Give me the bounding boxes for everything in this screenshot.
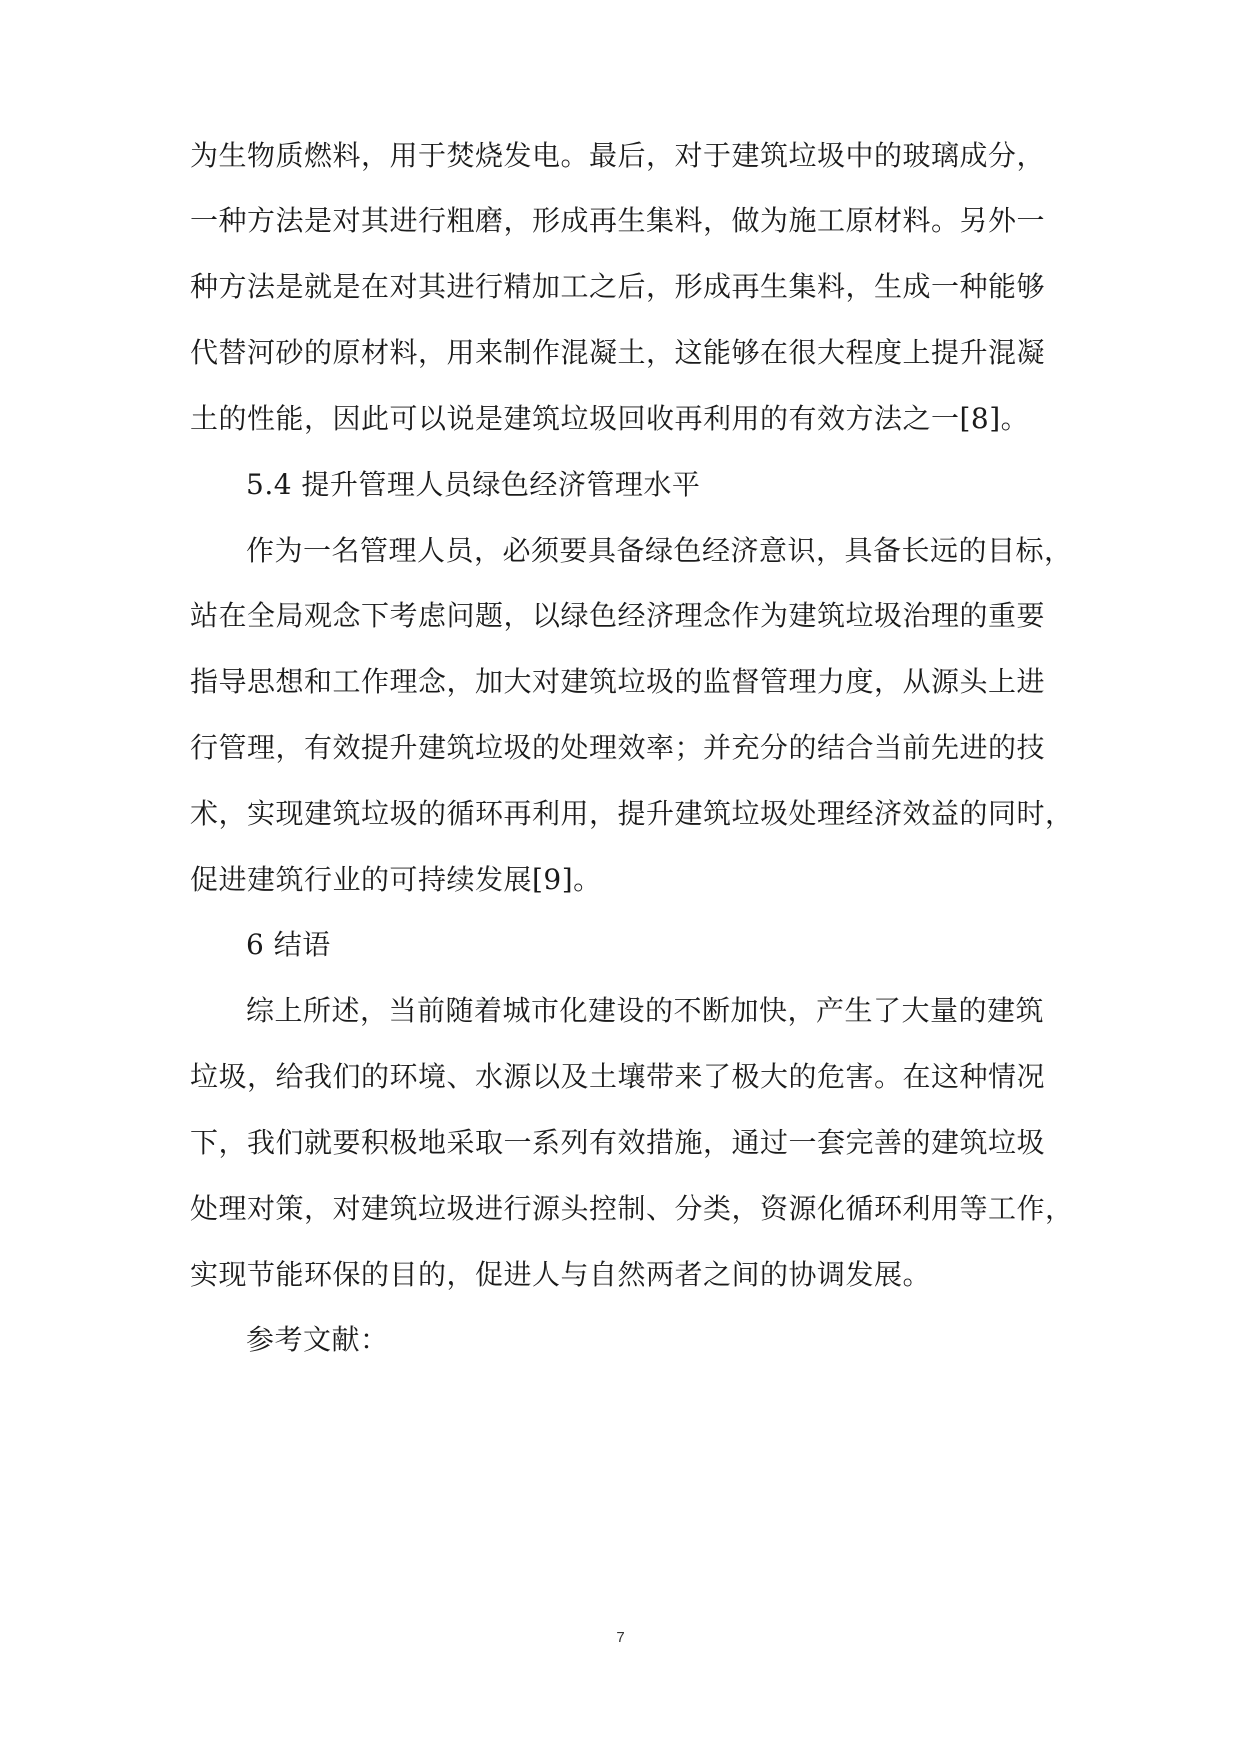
paragraph-line: 促进建筑行业的可持续发展[9]。 <box>190 863 602 896</box>
paragraph-line: 代替河砂的原材料，用来制作混凝土，这能够在很大程度上提升混凝 <box>190 336 1046 369</box>
paragraph-line: 实现节能环保的目的，促进人与自然两者之间的协调发展。 <box>190 1258 932 1291</box>
references-heading: 参考文献： <box>246 1323 389 1356</box>
page-number: 7 <box>616 1629 625 1646</box>
paragraph-line: 种方法是就是在对其进行精加工之后，形成再生集料，生成一种能够 <box>190 270 1046 303</box>
paragraph-line: 作为一名管理人员，必须要具备绿色经济意识，具备长远的目标， <box>246 534 1073 567</box>
paragraph-line: 垃圾，给我们的环境、水源以及土壤带来了极大的危害。在这种情况 <box>190 1060 1046 1093</box>
section-heading: 5.4 提升管理人员绿色经济管理水平 <box>246 468 701 501</box>
paragraph-line: 土的性能，因此可以说是建筑垃圾回收再利用的有效方法之一[8]。 <box>190 402 1030 435</box>
section-heading: 6 结语 <box>246 928 331 961</box>
paragraph-line: 一种方法是对其进行粗磨，形成再生集料，做为施工原材料。另外一 <box>190 204 1046 237</box>
paragraph-line: 行管理，有效提升建筑垃圾的处理效率；并充分的结合当前先进的技 <box>190 731 1046 764</box>
paragraph-line: 站在全局观念下考虑问题，以绿色经济理念作为建筑垃圾治理的重要 <box>190 599 1046 632</box>
paragraph-line: 为生物质燃料，用于焚烧发电。最后，对于建筑垃圾中的玻璃成分， <box>190 139 1046 172</box>
paragraph-line: 处理对策，对建筑垃圾进行源头控制、分类，资源化循环利用等工作， <box>190 1192 1074 1225</box>
paragraph-line: 指导思想和工作理念，加大对建筑垃圾的监督管理力度，从源头上进 <box>190 665 1046 698</box>
paragraph-line: 下，我们就要积极地采取一系列有效措施，通过一套完善的建筑垃圾 <box>190 1126 1046 1159</box>
paragraph-line: 术，实现建筑垃圾的循环再利用，提升建筑垃圾处理经济效益的同时， <box>190 797 1074 830</box>
paragraph-line: 综上所述，当前随着城市化建设的不断加快，产生了大量的建筑 <box>246 994 1045 1027</box>
